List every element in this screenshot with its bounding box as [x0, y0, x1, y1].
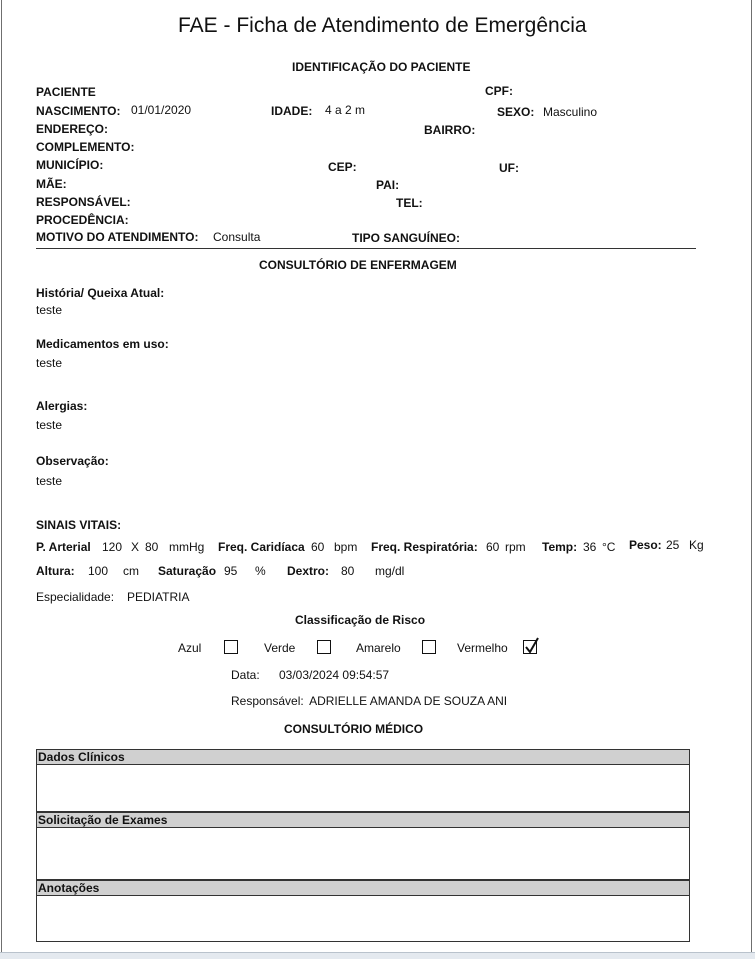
dextro-unit: mg/dl	[375, 564, 405, 578]
sexo-label: SEXO:	[497, 105, 535, 119]
risco-data-value: 03/03/2024 09:54:57	[279, 668, 390, 682]
pa-sys-value: 120	[102, 540, 123, 554]
idade-value: 4 a 2 m	[325, 103, 366, 117]
medicamentos-label: Medicamentos em uso:	[36, 337, 169, 351]
pa-dia-value: 80	[145, 540, 159, 554]
dados-clinicos-field[interactable]	[36, 765, 690, 812]
responsavel-label: RESPONSÁVEL:	[36, 195, 131, 209]
observacao-value: teste	[36, 474, 63, 488]
pai-label: PAI:	[376, 178, 400, 192]
motivo-value: Consulta	[213, 230, 261, 244]
especialidade-label: Especialidade:	[36, 590, 115, 604]
solicitacao-exames-header: Solicitação de Exames	[36, 812, 690, 828]
dextro-value: 80	[341, 564, 355, 578]
fc-unit: bpm	[334, 540, 358, 554]
historia-value: teste	[36, 303, 63, 317]
historia-label: História/ Queixa Atual:	[36, 286, 165, 300]
risco-responsavel-value: ADRIELLE AMANDA DE SOUZA ANI	[309, 694, 508, 708]
altura-label: Altura:	[36, 564, 75, 578]
saturacao-unit: %	[255, 564, 266, 578]
endereco-label: ENDEREÇO:	[36, 122, 109, 136]
mae-label: MÃE:	[36, 177, 67, 191]
altura-unit: cm	[123, 564, 139, 578]
motivo-label: MOTIVO DO ATENDIMENTO:	[36, 230, 199, 244]
fr-value: 60	[486, 540, 500, 554]
especialidade-value: PEDIATRIA	[127, 590, 190, 604]
medicamentos-value: teste	[36, 356, 63, 370]
cep-label: CEP:	[328, 160, 357, 174]
temp-unit: °C	[602, 540, 616, 554]
risco-option-label-vermelho: Vermelho	[457, 641, 508, 655]
nascimento-value: 01/01/2020	[131, 103, 192, 117]
temp-label: Temp:	[542, 540, 578, 554]
pa-label: P. Arterial	[36, 540, 91, 554]
dados-clinicos-header: Dados Clínicos	[36, 749, 690, 765]
complemento-label: COMPLEMENTO:	[36, 140, 135, 154]
saturacao-label: Saturação	[158, 564, 217, 578]
risco-option-label-verde: Verde	[264, 641, 296, 655]
risco-checkbox-vermelho[interactable]	[523, 640, 537, 654]
anotacoes-field[interactable]	[36, 896, 690, 942]
temp-value: 36	[583, 540, 597, 554]
saturacao-value: 95	[224, 564, 238, 578]
risco-checkbox-azul[interactable]	[224, 640, 238, 654]
risco-data-label: Data:	[231, 668, 260, 682]
section-title-identificacao: IDENTIFICAÇÃO DO PACIENTE	[292, 60, 471, 74]
alergias-value: teste	[36, 418, 63, 432]
cpf-label: CPF:	[485, 84, 513, 98]
peso-value: 25	[666, 538, 680, 552]
risco-checkbox-amarelo[interactable]	[422, 640, 436, 654]
section-title-medico: CONSULTÓRIO MÉDICO	[284, 722, 424, 736]
observacao-label: Observação:	[36, 454, 109, 468]
document-title: FAE - Ficha de Atendimento de Emergência	[178, 14, 587, 37]
section-divider	[36, 248, 696, 249]
fc-label: Freq. Caridíaca	[218, 540, 305, 554]
paciente-label: PACIENTE	[36, 85, 96, 99]
sexo-value: Masculino	[543, 105, 598, 119]
pa-unit: mmHg	[169, 540, 205, 554]
checkmark-icon	[524, 637, 540, 655]
pa-x: X	[131, 540, 140, 554]
risco-responsavel-label: Responsável:	[231, 694, 304, 708]
municipio-label: MUNICÍPIO:	[36, 158, 104, 172]
solicitacao-exames-field[interactable]	[36, 828, 690, 880]
fc-value: 60	[311, 540, 325, 554]
nascimento-label: NASCIMENTO:	[36, 104, 121, 118]
risco-responsavel	[231, 694, 525, 708]
alergias-label: Alergias:	[36, 399, 88, 413]
sinais-vitais-title: SINAIS VITAIS:	[36, 518, 122, 532]
peso-unit: Kg	[689, 538, 704, 552]
fr-unit: rpm	[505, 540, 526, 554]
bairro-label: BAIRRO:	[424, 123, 476, 137]
section-title-enfermagem: CONSULTÓRIO DE ENFERMAGEM	[259, 258, 457, 272]
risco-title: Classificação de Risco	[295, 613, 426, 627]
dextro-label: Dextro:	[287, 564, 330, 578]
risco-option-label-azul: Azul	[178, 641, 202, 655]
fr-label: Freq. Respiratória:	[371, 540, 478, 554]
altura-value: 100	[88, 564, 109, 578]
tel-label: TEL:	[396, 196, 423, 210]
procedencia-label: PROCEDÊNCIA:	[36, 213, 129, 227]
tipo-sanguineo-label: TIPO SANGUÍNEO:	[352, 231, 461, 245]
uf-label: UF:	[499, 161, 519, 175]
risco-option-label-amarelo: Amarelo	[356, 641, 401, 655]
document-page	[1, 0, 752, 952]
idade-label: IDADE:	[271, 104, 313, 118]
risco-checkbox-verde[interactable]	[317, 640, 331, 654]
peso-label: Peso:	[629, 538, 662, 552]
anotacoes-header: Anotações	[36, 880, 690, 896]
